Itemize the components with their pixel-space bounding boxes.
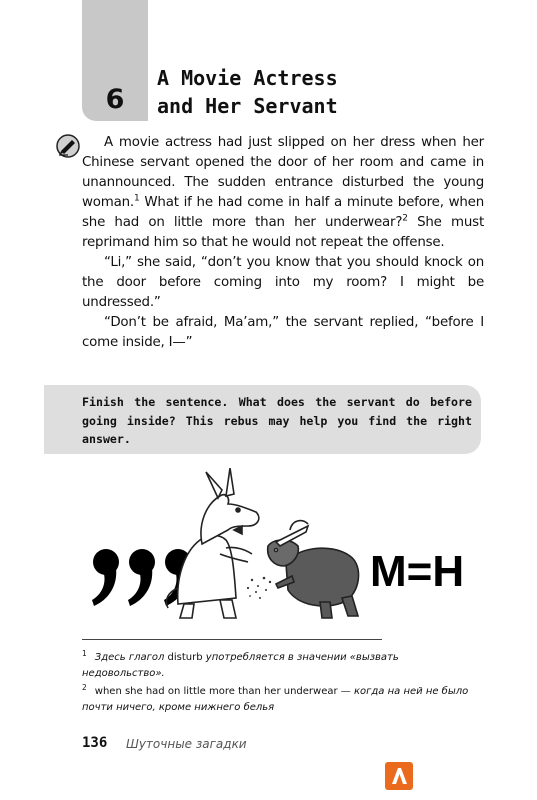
donkey-drawing <box>166 468 258 618</box>
rebus-equation: M=H <box>370 547 465 596</box>
chapter-number: 6 <box>105 84 125 115</box>
story-text <box>82 133 484 353</box>
footnotes <box>82 650 484 718</box>
footnote-2-term: when she had on little more than her underwear <box>94 686 338 697</box>
brand-logo <box>385 762 413 790</box>
chapter-title-line1: A Movie Actress <box>157 66 338 90</box>
chapter-title-line2: and Her Servant <box>157 94 338 118</box>
running-title: Шуточные загадки <box>126 737 247 751</box>
pig-drawing <box>268 521 359 618</box>
footnote-2-translation: — когда на ней не было почти ничего, кроме нижнего белья <box>82 686 469 713</box>
footnote-2-number: 2 <box>82 682 87 692</box>
story-paragraph-3: “Don’t be afraid, Ma’am,” the servant replied, “before I come inside, I—” <box>82 315 484 350</box>
story-p1-part-c: She must reprimand him so that he would not repeat the offense. <box>82 215 484 250</box>
story-paragraph-1 <box>82 133 484 253</box>
page-number: 136 <box>82 735 108 751</box>
chapter-title <box>157 64 338 120</box>
story-p1-part-b: What if he had come in half a minute before, when she had on little more than her underwear? <box>82 195 484 230</box>
footnote-1-italic-a: Здесь глагол <box>94 652 168 663</box>
chapter-tab <box>82 0 148 121</box>
rebus-picture <box>80 468 484 628</box>
footnote-1 <box>82 650 484 682</box>
story-p1-part-a: A movie actress had just slipped on her dress when her Chinese servant opened the door of her room and came in unannounced. The sudden entrance disturbed the young woman. <box>82 135 484 210</box>
footnote-2 <box>82 684 484 716</box>
pen-writing-icon <box>56 134 80 158</box>
footnote-ref-2[interactable]: 2 <box>402 213 408 224</box>
footnote-1-number: 1 <box>82 648 87 658</box>
footnote-rule <box>82 639 382 640</box>
story-paragraph-2: “Li,” she said, “don’t you know that you should knock on the door before coming into my room? I might be undressed.” <box>82 255 484 310</box>
footnote-ref-1[interactable]: 1 <box>133 193 140 204</box>
footnote-1-italic-b: употребляется в значении «вызвать недовольство». <box>82 652 399 679</box>
task-text: Finish the sentence. What does the servant do before going inside? This rebus may help you find the right answer. <box>82 395 472 446</box>
dirt-specks <box>247 577 271 599</box>
commas-glyph <box>92 549 191 606</box>
footnote-1-term: disturb <box>167 652 203 663</box>
